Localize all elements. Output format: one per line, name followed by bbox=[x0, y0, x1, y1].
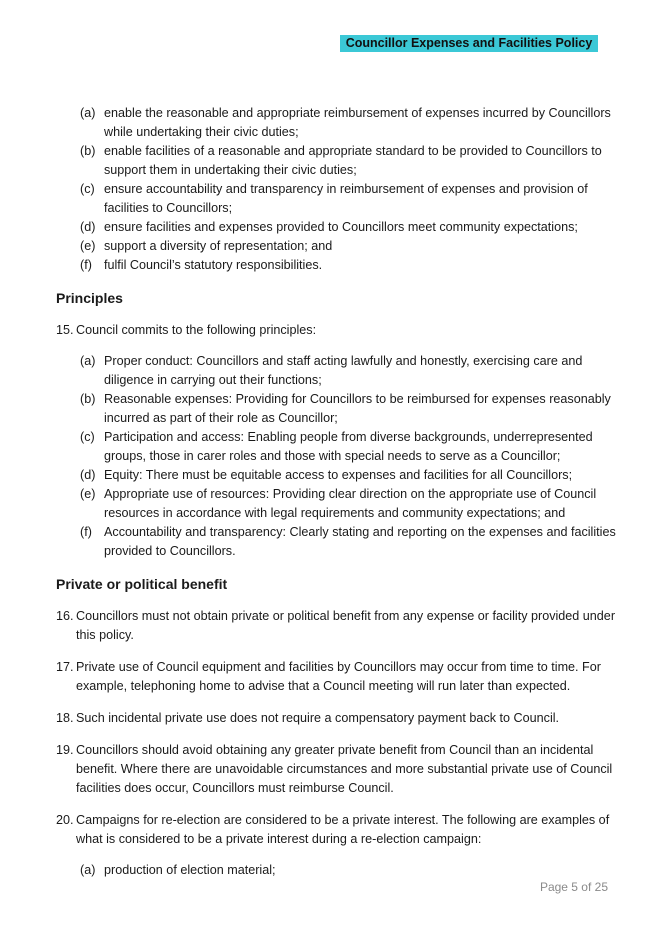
item-label: (a) bbox=[80, 863, 96, 877]
clause-16 bbox=[56, 607, 616, 645]
section-heading-private-benefit: Private or political benefit bbox=[56, 576, 228, 592]
clause-number: 20. bbox=[56, 813, 74, 827]
clause-19 bbox=[56, 741, 616, 798]
list-item bbox=[56, 428, 616, 466]
clause-text: Such incidental private use does not require a compensatory payment back to Council. bbox=[76, 711, 560, 725]
section-heading-principles: Principles bbox=[56, 290, 123, 306]
page-number: Page 5 of 25 bbox=[539, 880, 608, 894]
clause-text: Campaigns for re-election are considered to be a private interest. The following are examples of what is considered to be a private interest during a re-election campaign: bbox=[76, 813, 610, 846]
list-item bbox=[56, 218, 616, 237]
item-label: (b) bbox=[80, 392, 96, 406]
item-label: (a) bbox=[80, 106, 96, 120]
clause-20 bbox=[56, 811, 616, 849]
list-item bbox=[56, 352, 616, 390]
list-item bbox=[56, 256, 616, 275]
clause-15 bbox=[56, 321, 616, 340]
clause-number: 15. bbox=[56, 323, 74, 337]
item-label: (a) bbox=[80, 354, 96, 368]
list-item bbox=[56, 861, 616, 880]
item-label: (d) bbox=[80, 220, 96, 234]
item-text: enable facilities of a reasonable and appropriate standard to be provided to Councillors to support them in undertaking their civic duties; bbox=[104, 144, 602, 177]
item-text: Participation and access: Enabling people from diverse backgrounds, underrepresented groups, those in carer roles and those with special needs to serve as a Councillor; bbox=[104, 430, 593, 463]
clause-number: 16. bbox=[56, 609, 74, 623]
clause-text: Councillors must not obtain private or political benefit from any expense or facility provided under this policy. bbox=[76, 609, 616, 642]
item-text: Proper conduct: Councillors and staff acting lawfully and honestly, exercising care and diligence in carrying out their functions; bbox=[104, 354, 583, 387]
item-label: (c) bbox=[80, 182, 95, 196]
clause-text: Councillors should avoid obtaining any greater private benefit from Council than an incidental benefit. Where there are unavoidable circumstances and more substantial private use of Council facilities does occur, Councillors must reimburse Council. bbox=[76, 743, 613, 795]
objectives-list bbox=[56, 104, 616, 275]
list-item bbox=[56, 523, 616, 561]
list-item bbox=[56, 485, 616, 523]
item-text: enable the reasonable and appropriate reimbursement of expenses incurred by Councillors while undertaking their civic duties; bbox=[104, 106, 611, 139]
clause-17 bbox=[56, 658, 616, 696]
re-election-list bbox=[56, 861, 616, 880]
list-item bbox=[56, 104, 616, 142]
document-header-title: Councillor Expenses and Facilities Policy bbox=[340, 35, 598, 52]
list-item bbox=[56, 237, 616, 256]
item-label: (f) bbox=[80, 258, 92, 272]
item-text: production of election material; bbox=[104, 863, 276, 877]
list-item bbox=[56, 180, 616, 218]
document-body bbox=[56, 104, 616, 880]
item-label: (f) bbox=[80, 525, 92, 539]
clause-number: 17. bbox=[56, 660, 74, 674]
item-text: Appropriate use of resources: Providing clear direction on the appropriate use of Council resources in accordance with legal requirements and community expectations; and bbox=[104, 487, 597, 520]
clause-18 bbox=[56, 709, 616, 728]
clause-number: 19. bbox=[56, 743, 74, 757]
item-label: (d) bbox=[80, 468, 96, 482]
item-label: (e) bbox=[80, 487, 96, 501]
clause-text: Council commits to the following principles: bbox=[76, 323, 317, 337]
item-label: (e) bbox=[80, 239, 96, 253]
item-text: ensure accountability and transparency in reimbursement of expenses and provision of facilities to Councillors; bbox=[104, 182, 588, 215]
item-text: Accountability and transparency: Clearly stating and reporting on the expenses and facilities provided to Councillors. bbox=[104, 525, 616, 558]
item-text: ensure facilities and expenses provided to Councillors meet community expectations; bbox=[104, 220, 578, 234]
item-text: Equity: There must be equitable access to expenses and facilities for all Councillors; bbox=[104, 468, 573, 482]
item-text: fulfil Council’s statutory responsibilities. bbox=[104, 258, 323, 272]
clause-text: Private use of Council equipment and facilities by Councillors may occur from time to time. For example, telephoning home to advise that a Council meeting will run later than expected. bbox=[76, 660, 601, 693]
list-item bbox=[56, 142, 616, 180]
clause-number: 18. bbox=[56, 711, 74, 725]
item-label: (b) bbox=[80, 144, 96, 158]
principles-list bbox=[56, 352, 616, 561]
list-item bbox=[56, 390, 616, 428]
list-item bbox=[56, 466, 616, 485]
item-text: Reasonable expenses: Providing for Councillors to be reimbursed for expenses reasonably incurred as part of their role as Councillor; bbox=[104, 392, 611, 425]
item-label: (c) bbox=[80, 430, 95, 444]
item-text: support a diversity of representation; and bbox=[104, 239, 333, 253]
